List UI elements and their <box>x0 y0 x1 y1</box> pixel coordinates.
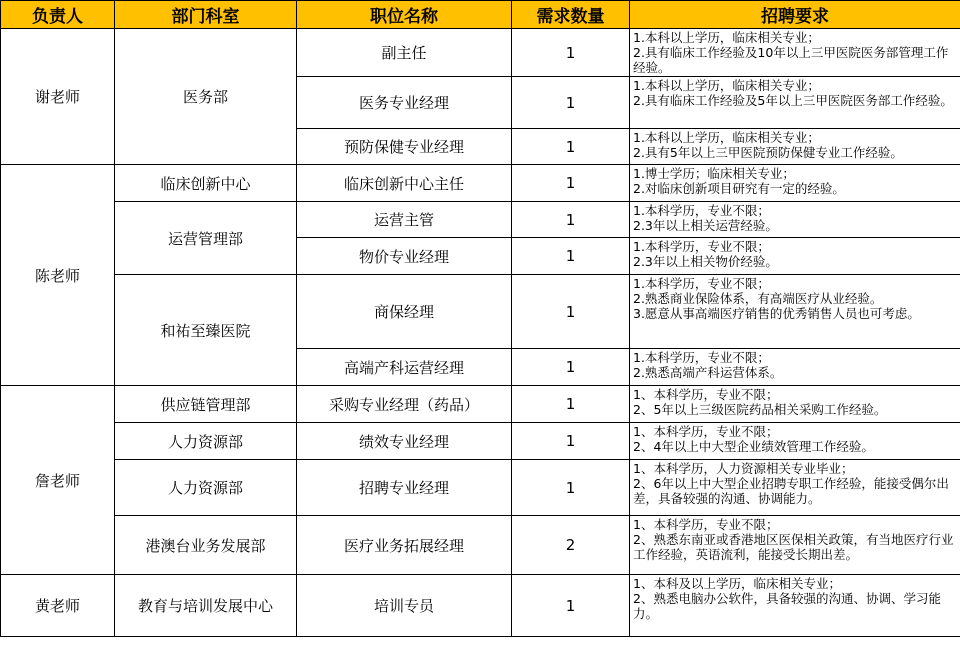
requirement-line: 1.博士学历；临床相关专业； <box>633 166 795 181</box>
count-cell: 1 <box>512 460 630 516</box>
count-cell: 1 <box>512 275 630 349</box>
requirement-line: 2.3年以上相关物价经验。 <box>633 254 778 269</box>
table-row <box>1 165 960 202</box>
requirement-line: 1、本科及以上学历，临床相关专业； <box>633 576 841 591</box>
requirements-cell <box>630 460 960 516</box>
count-cell: 1 <box>512 349 630 386</box>
requirement-line: 1、本科学历，专业不限； <box>633 517 779 532</box>
position-cell: 高端产科运营经理 <box>297 349 512 386</box>
position-cell: 副主任 <box>297 29 512 77</box>
position-cell: 临床创新中心主任 <box>297 165 512 202</box>
requirement-line: 2、4年以上中大型企业绩效管理工作经验。 <box>633 439 874 454</box>
header-owner: 负责人 <box>1 1 115 29</box>
requirement-line: 1、本科学历，人力资源相关专业毕业； <box>633 461 854 476</box>
requirement-line: 2.具有临床工作经验及5年以上三甲医院医务部工作经验。 <box>633 93 953 108</box>
count-cell: 1 <box>512 423 630 460</box>
requirements-cell <box>630 29 960 77</box>
requirement-line: 2、熟悉东南亚或香港地区医保相关政策，有当地医疗行业工作经验，英语流利，能接受长期出差。 <box>633 532 954 562</box>
position-cell: 培训专员 <box>297 575 512 637</box>
count-cell: 1 <box>512 129 630 165</box>
requirements-cell <box>630 77 960 129</box>
department-cell: 供应链管理部 <box>115 386 297 423</box>
requirements-cell <box>630 202 960 238</box>
count-cell: 1 <box>512 202 630 238</box>
requirement-line: 2、6年以上中大型企业招聘专职工作经验，能接受偶尔出差，具备较强的沟通、协调能力。 <box>633 476 949 506</box>
position-cell: 预防保健专业经理 <box>297 129 512 165</box>
requirement-line: 2.具有5年以上三甲医院预防保健专业工作经验。 <box>633 145 903 160</box>
requirements-cell <box>630 575 960 637</box>
department-cell: 教育与培训发展中心 <box>115 575 297 637</box>
requirements-cell <box>630 423 960 460</box>
requirements-cell <box>630 275 960 349</box>
requirements-cell <box>630 349 960 386</box>
position-cell: 商保经理 <box>297 275 512 349</box>
position-cell: 绩效专业经理 <box>297 423 512 460</box>
requirement-line: 1.本科以上学历，临床相关专业； <box>633 130 820 145</box>
position-cell: 采购专业经理（药品） <box>297 386 512 423</box>
position-cell: 物价专业经理 <box>297 238 512 275</box>
requirement-line: 1.本科以上学历，临床相关专业； <box>633 30 820 45</box>
requirement-line: 2、5年以上三级医院药品相关采购工作经验。 <box>633 402 887 417</box>
requirements-cell <box>630 129 960 165</box>
requirement-line: 1.本科以上学历，临床相关专业； <box>633 78 820 93</box>
position-cell: 医务专业经理 <box>297 77 512 129</box>
owner-cell: 谢老师 <box>1 29 115 165</box>
table-row <box>1 275 960 349</box>
requirement-line: 2.熟悉商业保险体系，有高端医疗从业经验。 <box>633 291 883 306</box>
requirements-cell <box>630 516 960 575</box>
count-cell: 1 <box>512 386 630 423</box>
requirements-cell <box>630 386 960 423</box>
header-requirements: 招聘要求 <box>630 1 960 29</box>
department-cell: 临床创新中心 <box>115 165 297 202</box>
requirements-cell <box>630 165 960 202</box>
requirement-line: 1.本科学历，专业不限； <box>633 239 770 254</box>
table-row <box>1 29 960 77</box>
count-cell: 1 <box>512 575 630 637</box>
department-cell: 人力资源部 <box>115 423 297 460</box>
owner-cell: 黄老师 <box>1 575 115 637</box>
header-position: 职位名称 <box>297 1 512 29</box>
requirement-line: 2.熟悉高端产科运营体系。 <box>633 365 783 380</box>
position-cell: 医疗业务拓展经理 <box>297 516 512 575</box>
requirement-line: 3.愿意从事高端医疗销售的优秀销售人员也可考虑。 <box>633 306 920 321</box>
department-cell: 人力资源部 <box>115 460 297 516</box>
requirement-line: 1.本科学历，专业不限； <box>633 276 770 291</box>
table-row <box>1 516 960 575</box>
requirements-cell <box>630 238 960 275</box>
position-cell: 招聘专业经理 <box>297 460 512 516</box>
requirement-line: 1、本科学历，专业不限； <box>633 424 779 439</box>
position-cell: 运营主管 <box>297 202 512 238</box>
count-cell: 1 <box>512 29 630 77</box>
department-cell: 和祐至臻医院 <box>115 275 297 386</box>
department-cell: 运营管理部 <box>115 202 297 275</box>
requirement-line: 2、熟悉电脑办公软件，具备较强的沟通、协调、学习能力。 <box>633 591 941 621</box>
department-cell: 港澳台业务发展部 <box>115 516 297 575</box>
table-row <box>1 423 960 460</box>
count-cell: 1 <box>512 77 630 129</box>
count-cell: 1 <box>512 165 630 202</box>
count-cell: 2 <box>512 516 630 575</box>
table-row <box>1 460 960 516</box>
owner-cell: 詹老师 <box>1 386 115 575</box>
header-row <box>1 1 960 29</box>
table-row <box>1 386 960 423</box>
requirement-line: 1.本科学历，专业不限； <box>633 350 770 365</box>
header-department: 部门科室 <box>115 1 297 29</box>
department-cell: 医务部 <box>115 29 297 165</box>
table-row <box>1 202 960 238</box>
requirement-line: 1.本科学历，专业不限； <box>633 203 770 218</box>
requirement-line: 1、本科学历，专业不限； <box>633 387 779 402</box>
count-cell: 1 <box>512 238 630 275</box>
requirement-line: 2.具有临床工作经验及10年以上三甲医院医务部管理工作经验。 <box>633 45 949 75</box>
requirement-line: 2.对临床创新项目研究有一定的经验。 <box>633 181 845 196</box>
header-count: 需求数量 <box>512 1 630 29</box>
owner-cell: 陈老师 <box>1 165 115 386</box>
table-row <box>1 575 960 637</box>
requirement-line: 2.3年以上相关运营经验。 <box>633 218 778 233</box>
